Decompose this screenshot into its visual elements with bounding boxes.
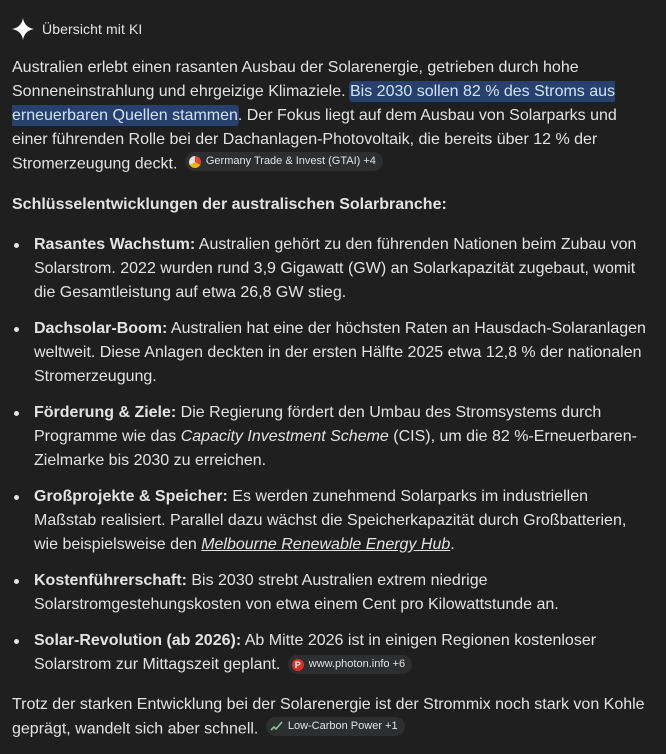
bullet-text-after: . xyxy=(450,535,455,553)
bullet-italic: Capacity Investment Scheme xyxy=(180,427,389,445)
bullet-title: Förderung & Ziele: xyxy=(34,403,177,421)
source-chip-gtai[interactable] xyxy=(185,152,383,171)
intro-text-after: . Der Fokus liegt auf dem Ausbau von Solarparks und einer führenden Rolle bei der Dachanlagen-Photovoltaik, die bereits über 12 % der Stromerzeugung deckt. xyxy=(12,107,617,173)
list-item xyxy=(12,233,650,305)
ai-overview-header xyxy=(12,16,142,42)
bullet-text-before: Die Regierung fördert den Umbau des Stromsystems durch Programme wie das xyxy=(34,403,602,445)
melbourne-renewable-energy-hub-link[interactable]: Melbourne Renewable Energy Hub xyxy=(201,535,451,553)
ai-overview-content xyxy=(12,56,650,741)
trend-line-icon xyxy=(270,720,283,732)
source-chip-low-carbon-power[interactable] xyxy=(266,717,405,736)
bullet-text: Australien hat eine der höchsten Raten an Hausdach-Solaranlagen weltweit. Diese Anlagen deckten in der ersten Hälfte 2025 etwa 12,8 % der nationalen Stromerzeugung. xyxy=(34,319,646,385)
outro-paragraph xyxy=(12,693,650,742)
gemini-spark-icon xyxy=(12,18,34,40)
bullet-text-after: (CIS), um die 82 %-Erneuerbaren-Zielmarke bis 2030 zu erreichen. xyxy=(34,427,637,469)
bullet-title: Dachsolar-Boom: xyxy=(34,319,168,337)
list-item xyxy=(12,485,650,557)
gtai-logo-icon xyxy=(189,156,201,168)
photon-logo-icon: P xyxy=(292,659,304,671)
source-chip-label: Low-Carbon Power +1 xyxy=(287,719,398,732)
intro-highlight[interactable]: Bis 2030 sollen 82 % des Stroms aus erneuerbaren Quellen stammen xyxy=(12,83,616,124)
list-item xyxy=(12,317,650,389)
list-item xyxy=(12,401,650,473)
source-chip-photon[interactable] xyxy=(288,655,412,674)
source-chip-label: Germany Trade & Invest (GTAI) +4 xyxy=(205,155,376,167)
bullet-title: Solar-Revolution (ab 2026): xyxy=(34,631,242,649)
bullet-text: Australien gehört zu den führenden Nationen beim Zubau von Solarstrom. 2022 wurden rund 3,9 Gigawatt (GW) an Solarkapazität zugebaut, womit die Gesamtleistung auf etwa 26,8 GW stieg. xyxy=(34,235,637,301)
bullet-title: Großprojekte & Speicher: xyxy=(34,487,228,505)
ai-overview-title: Übersicht mit KI xyxy=(42,21,143,37)
section-title: Schlüsselentwicklungen der australischen Solarbranche: xyxy=(12,195,447,213)
source-chip-label: www.photon.info +6 xyxy=(308,658,406,670)
intro-paragraph xyxy=(12,56,650,177)
bullet-text: Ab Mitte 2026 ist in einigen Regionen kostenloser Solarstrom zur Mittagszeit geplant. xyxy=(34,631,597,673)
key-developments-list xyxy=(12,233,650,677)
list-item xyxy=(12,629,650,677)
bullet-text: Bis 2030 strebt Australien extrem niedrige Solarstromgestehungskosten von etwa einem Cent pro Kilowattstunde an. xyxy=(34,571,559,613)
bullet-text-before: Es werden zunehmend Solarparks im industriellen Maßstab realisiert. Parallel dazu wächst die Speicherkapazität durch Großbatterien, wie beispielsweise den xyxy=(34,487,627,553)
outro-text: Trotz der starken Entwicklung bei der Solarenergie ist der Strommix noch stark von Kohle geprägt, wandelt sich aber schnell. xyxy=(12,695,645,737)
list-item xyxy=(12,569,650,617)
bullet-title: Rasantes Wachstum: xyxy=(34,235,196,253)
bullet-title: Kostenführerschaft: xyxy=(34,571,187,589)
intro-text-before: Australien erlebt einen rasanten Ausbau der Solarenergie, getrieben durch hohe Sonneneinstrahlung und ehrgeizige Klimaziele. xyxy=(12,59,579,100)
